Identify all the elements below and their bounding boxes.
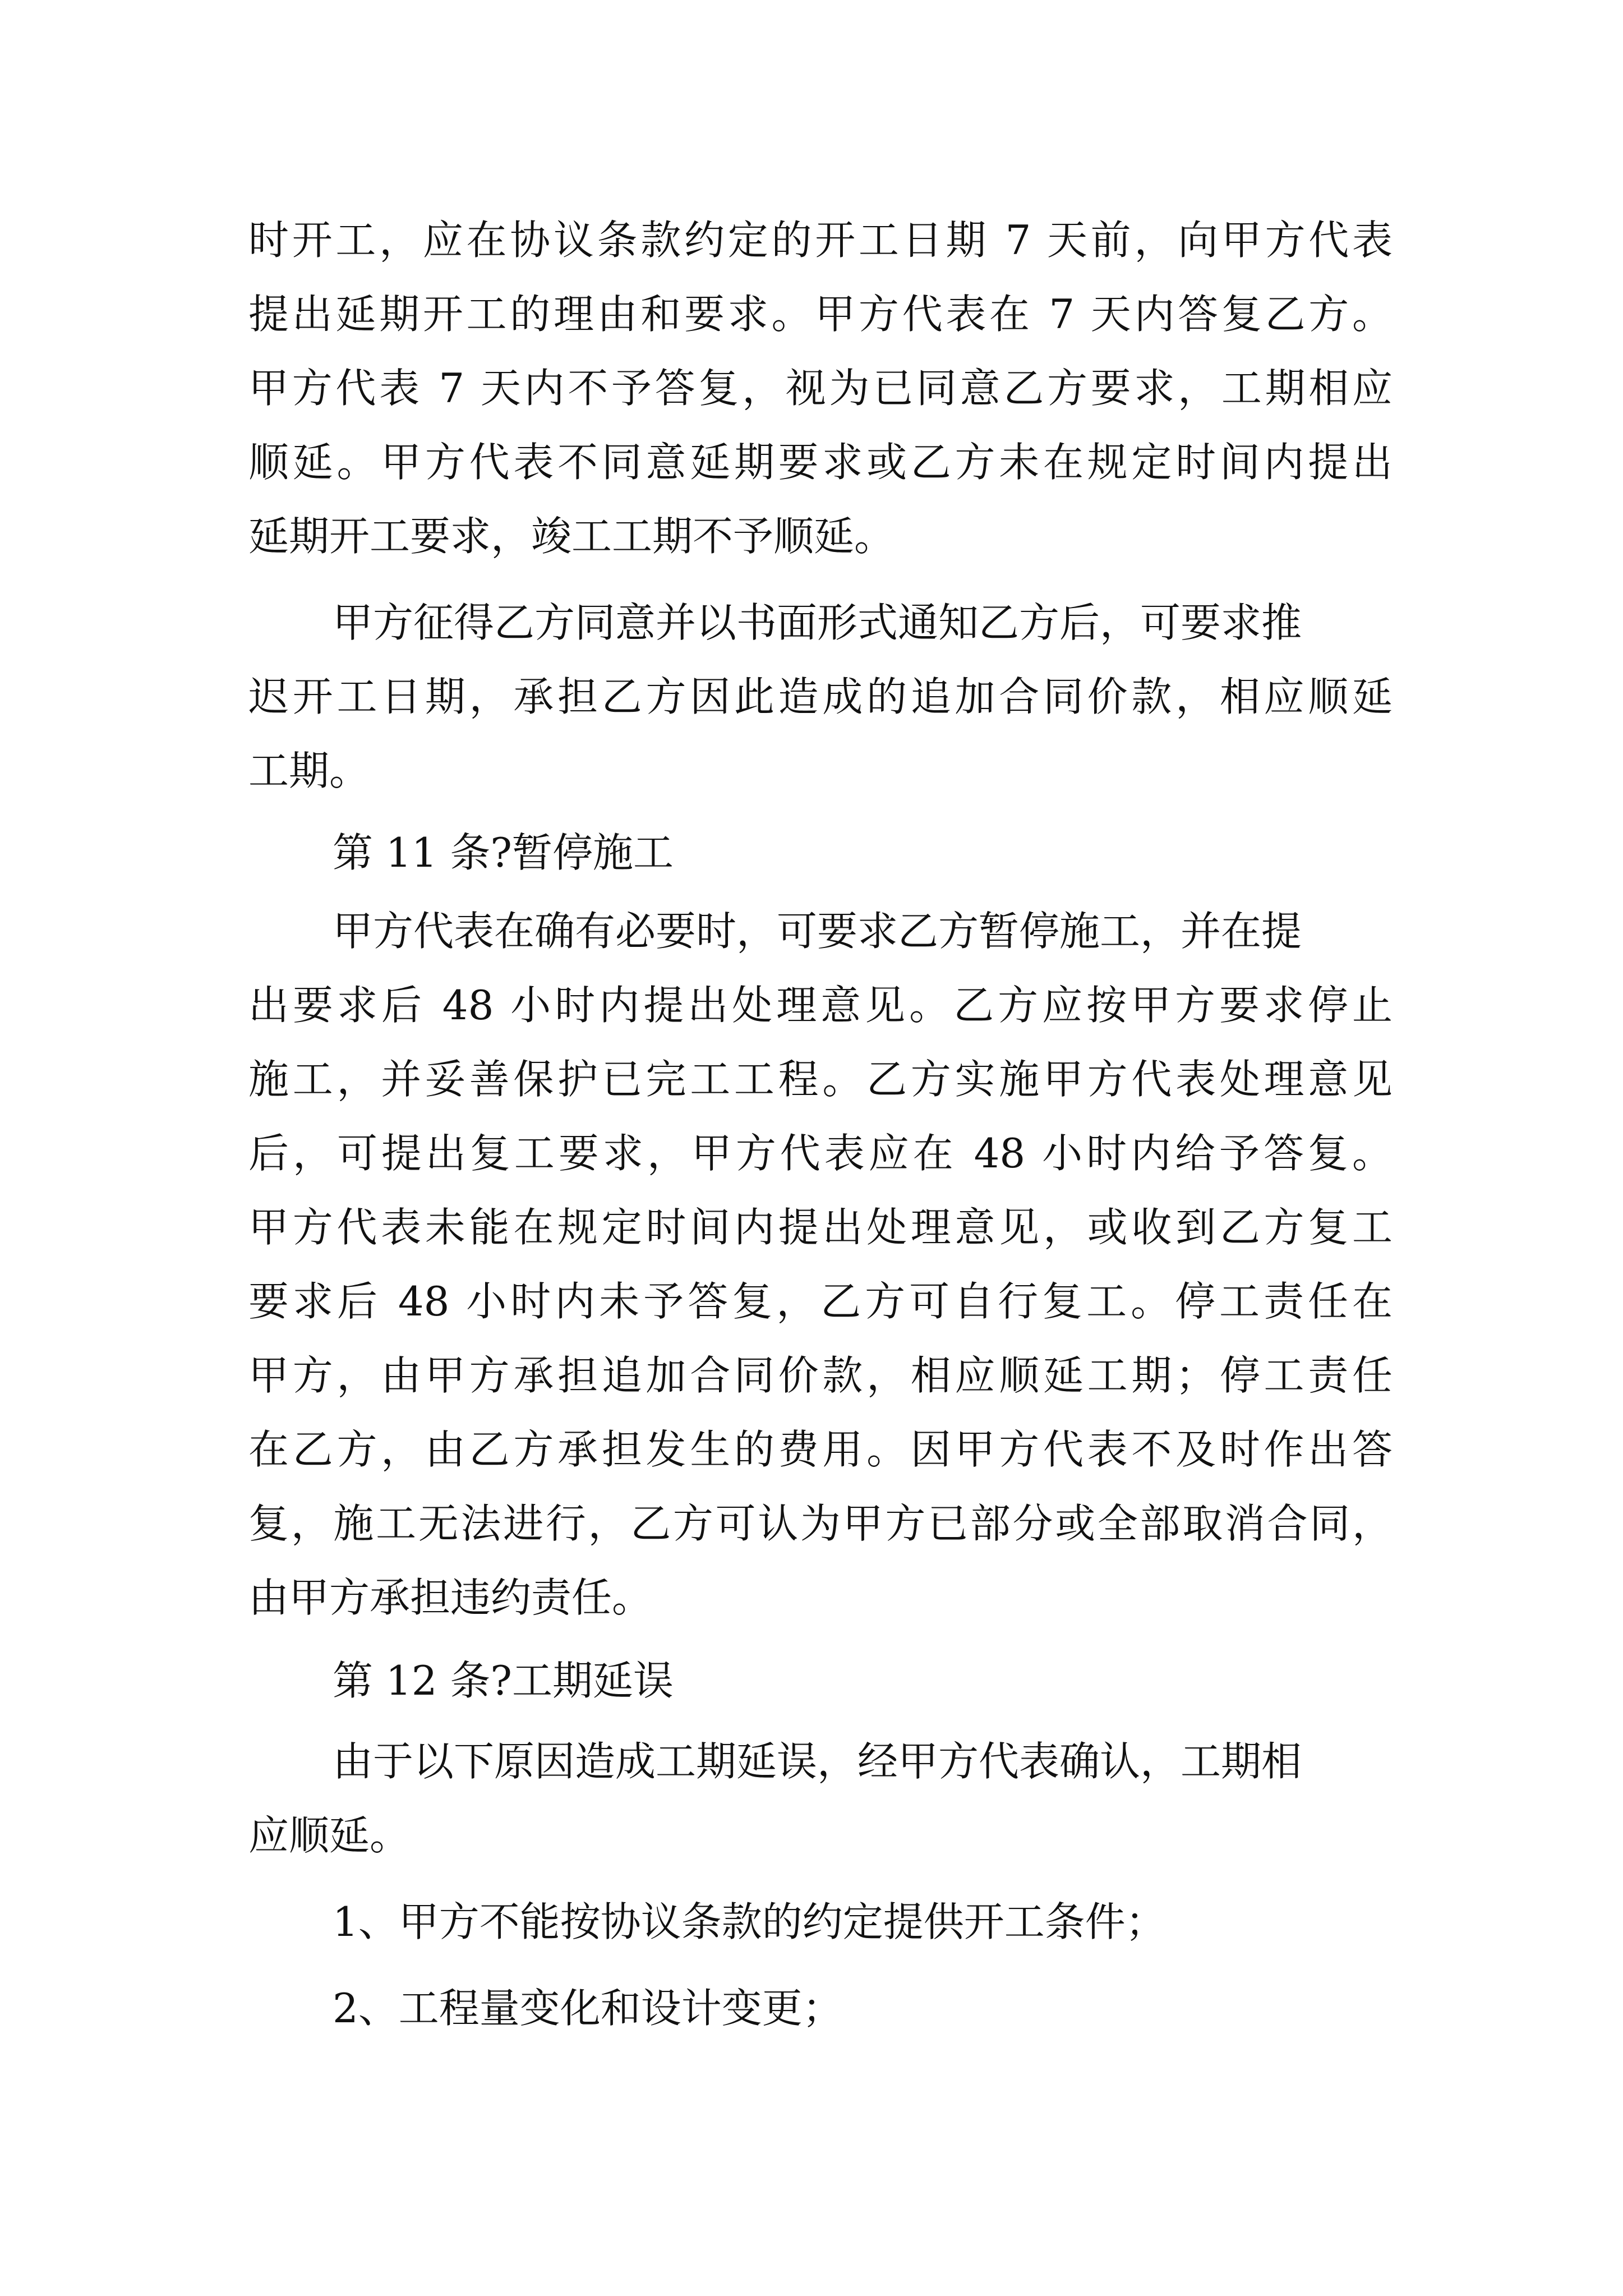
text-line: 迟开工日期，承担乙方因此造成的追加合同价款，相应顺延 [248, 673, 1393, 720]
text-line: 后，可提出复工要求，甲方代表应在 48 小时内给予答复。 [248, 1130, 1393, 1177]
paragraph-first-line: 由于以下原因造成工期延误，经甲方代表确认，工期相 [333, 1738, 1302, 1785]
list-item: 1、甲方不能按协议条款的约定提供开工条件； [333, 1898, 1166, 1945]
text-line: 时开工，应在协议条款约定的开工日期 7 天前，向甲方代表 [248, 217, 1393, 264]
list-item: 2、工程量变化和设计变更； [333, 1985, 843, 2032]
text-line: 提出延期开工的理由和要求。甲方代表在 7 天内答复乙方。 [248, 291, 1393, 338]
paragraph-first-line: 甲方代表在确有必要时，可要求乙方暂停施工，并在提 [333, 908, 1302, 955]
text-line: 延期开工要求，竣工工期不予顺延。 [248, 513, 895, 560]
text-line: 甲方代表未能在规定时间内提出处理意见，或收到乙方复工 [248, 1204, 1393, 1251]
article-heading: 第 12 条?工期延误 [333, 1657, 674, 1704]
text-line: 施工，并妥善保护已完工工程。乙方实施甲方代表处理意见 [248, 1056, 1393, 1103]
text-line: 出要求后 48 小时内提出处理意见。乙方应按甲方要求停止 [248, 982, 1393, 1029]
text-line: 由甲方承担违约责任。 [248, 1574, 653, 1621]
text-line: 在乙方，由乙方承担发生的费用。因甲方代表不及时作出答 [248, 1426, 1393, 1473]
text-line: 工期。 [248, 747, 370, 794]
text-line: 甲方，由甲方承担追加合同价款，相应顺延工期；停工责任 [248, 1352, 1393, 1399]
text-line: 顺延。甲方代表不同意延期要求或乙方未在规定时间内提出 [248, 439, 1393, 486]
text-line: 甲方代表 7 天内不予答复，视为已同意乙方要求，工期相应 [248, 365, 1393, 412]
text-line: 复，施工无法进行，乙方可认为甲方已部分或全部取消合同， [248, 1500, 1393, 1547]
article-heading: 第 11 条?暂停施工 [333, 829, 674, 876]
text-line: 应顺延。 [248, 1812, 411, 1859]
paragraph-first-line: 甲方征得乙方同意并以书面形式通知乙方后，可要求推 [333, 599, 1302, 646]
text-line: 要求后 48 小时内未予答复，乙方可自行复工。停工责任在 [248, 1278, 1393, 1325]
